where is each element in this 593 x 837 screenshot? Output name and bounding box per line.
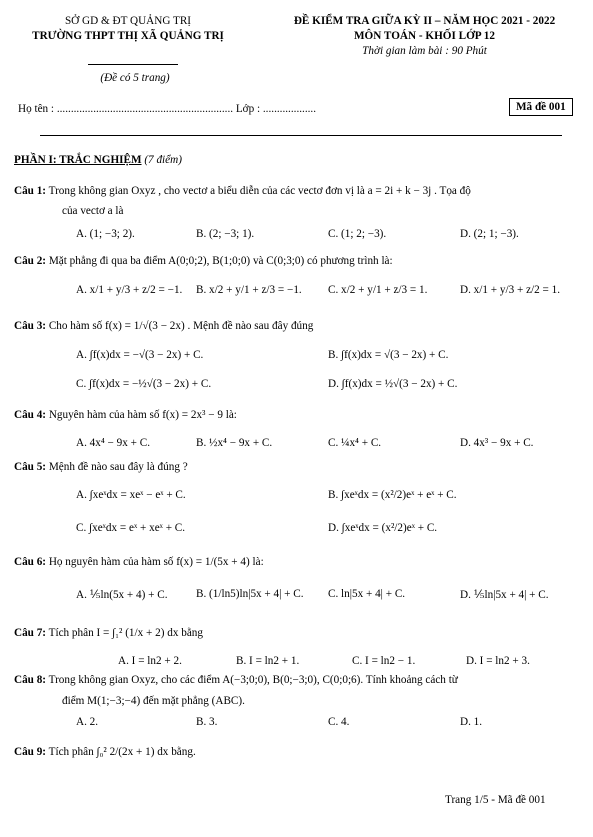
- option-b: B. ½x⁴ − 9x + C.: [196, 437, 273, 449]
- option-c: C. ln|5x + 4| + C.: [328, 588, 406, 600]
- question-1-line2: của vectơ a là: [62, 205, 124, 217]
- option-d: D. ∫f(x)dx = ½√(3 − 2x) + C.: [328, 378, 458, 390]
- question-text: Mặt phẳng đi qua ba điểm A(0;0;2), B(1;0;0) và C(0;3;0) có phương trình là:: [48, 255, 393, 267]
- question-6: [14, 556, 264, 568]
- question-text: Trong không gian Oxyz, cho các điểm A(−3;0;0), B(0;−3;0), C(0;0;6). Tính khoảng cách từ: [48, 674, 458, 686]
- page-footer: Trang 1/5 - Mã đề 001: [445, 794, 546, 806]
- option-c: C. I = ln2 − 1.: [352, 655, 416, 667]
- option-a: A. I = ln2 + 2.: [118, 655, 182, 667]
- option-b: B. 3.: [196, 716, 218, 728]
- question-text: Cho hàm số f(x) = 1/√(3 − 2x) . Mệnh đề nào sau đây đúng: [48, 320, 314, 332]
- question-8-line2: điểm M(1;−3;−4) đến mặt phẳng (ABC).: [62, 695, 245, 707]
- option-b: B. x/2 + y/1 + z/3 = −1.: [196, 284, 302, 296]
- name-class-line: Họ tên : ............................................................... Lớp : ...................: [18, 103, 317, 115]
- option-b: B. ∫f(x)dx = √(3 − 2x) + C.: [328, 349, 449, 361]
- option-c: C. (1; 2; −3).: [328, 228, 387, 240]
- question-label: Câu 2:: [14, 255, 47, 267]
- option-d: D. ∫xeˣdx = (x²/2)eˣ + C.: [328, 522, 438, 534]
- section-points: (7 điểm): [144, 154, 182, 166]
- option-d: D. (2; 1; −3).: [460, 228, 519, 240]
- section-heading: [14, 154, 182, 166]
- option-c: C. ¼x⁴ + C.: [328, 437, 382, 449]
- question-text: Họ nguyên hàm của hàm số f(x) = 1/(5x + 4) là:: [48, 556, 264, 568]
- dept-name: SỞ GD & ĐT QUẢNG TRỊ: [64, 15, 192, 27]
- option-a: A. (1; −3; 2).: [76, 228, 135, 240]
- option-b: B. I = ln2 + 1.: [236, 655, 300, 667]
- question-label: Câu 9:: [14, 746, 47, 758]
- question-label: Câu 8:: [14, 674, 47, 686]
- question-8: [14, 674, 458, 686]
- option-a: A. ∫f(x)dx = −√(3 − 2x) + C.: [76, 349, 204, 361]
- option-d: D. I = ln2 + 3.: [466, 655, 530, 667]
- option-a: A. 2.: [76, 716, 99, 728]
- question-text: Mệnh đề nào sau đây là đúng ?: [48, 461, 188, 473]
- question-text: Tích phân ∫₀² 2/(2x + 1) dx bằng.: [48, 746, 196, 758]
- option-c: C. ∫xeˣdx = eˣ + xeˣ + C.: [76, 522, 186, 534]
- question-1: [14, 185, 471, 197]
- exam-subject: MÔN TOÁN - KHỐI LỚP 12: [354, 30, 495, 42]
- question-text: Trong không gian Oxyz , cho vectơ a biểu diễn của các vectơ đơn vị là a = 2i + k − 3j . Tọa độ: [48, 185, 471, 197]
- question-label: Câu 7:: [14, 627, 47, 639]
- option-d: D. x/1 + y/3 + z/2 = 1.: [460, 284, 561, 296]
- question-label: Câu 1:: [14, 185, 47, 197]
- option-b: B. (2; −3; 1).: [196, 228, 255, 240]
- header-left: [8, 14, 248, 44]
- header-right: [262, 14, 587, 59]
- page-count: (Đề có 5 trang): [100, 72, 170, 84]
- option-a: A. ⅕ln(5x + 4) + C.: [76, 589, 168, 601]
- option-c: C. ∫f(x)dx = −½√(3 − 2x) + C.: [76, 378, 212, 390]
- question-label: Câu 6:: [14, 556, 47, 568]
- option-b: B. (1/ln5)ln|5x + 4| + C.: [196, 588, 304, 600]
- question-label: Câu 3:: [14, 320, 47, 332]
- question-label: Câu 4:: [14, 409, 47, 421]
- exam-title: ĐỀ KIỂM TRA GIỮA KỲ II – NĂM HỌC 2021 - 2022: [293, 15, 556, 27]
- option-a: A. ∫xeˣdx = xeˣ − eˣ + C.: [76, 489, 186, 501]
- question-2: [14, 255, 393, 267]
- question-7: [14, 627, 203, 639]
- question-text: Tích phân I = ∫₁² (1/x + 2) dx bằng: [48, 627, 203, 639]
- option-d: D. ⅕ln|5x + 4| + C.: [460, 589, 549, 601]
- section-title: PHẦN I: TRẮC NGHIỆM: [14, 154, 142, 166]
- question-5: [14, 461, 188, 473]
- school-name: TRƯỜNG THPT THỊ XÃ QUẢNG TRỊ: [32, 30, 224, 42]
- exam-code-box: Mã đề 001: [509, 98, 573, 116]
- question-9: [14, 746, 196, 758]
- option-d: D. 1.: [460, 716, 483, 728]
- option-c: C. 4.: [328, 716, 350, 728]
- option-d: D. 4x³ − 9x + C.: [460, 437, 534, 449]
- option-c: C. x/2 + y/1 + z/3 = 1.: [328, 284, 428, 296]
- question-3: [14, 320, 313, 332]
- question-text: Nguyên hàm của hàm số f(x) = 2x³ − 9 là:: [48, 409, 237, 421]
- exam-time: Thời gian làm bài : 90 Phút: [362, 45, 487, 57]
- header-divider: [40, 135, 562, 136]
- option-b: B. ∫xeˣdx = (x²/2)eˣ + eˣ + C.: [328, 489, 457, 501]
- header-underline: [88, 64, 178, 65]
- question-4: [14, 409, 237, 421]
- question-label: Câu 5:: [14, 461, 47, 473]
- option-a: A. 4x⁴ − 9x + C.: [76, 437, 151, 449]
- option-a: A. x/1 + y/3 + z/2 = −1.: [76, 284, 183, 296]
